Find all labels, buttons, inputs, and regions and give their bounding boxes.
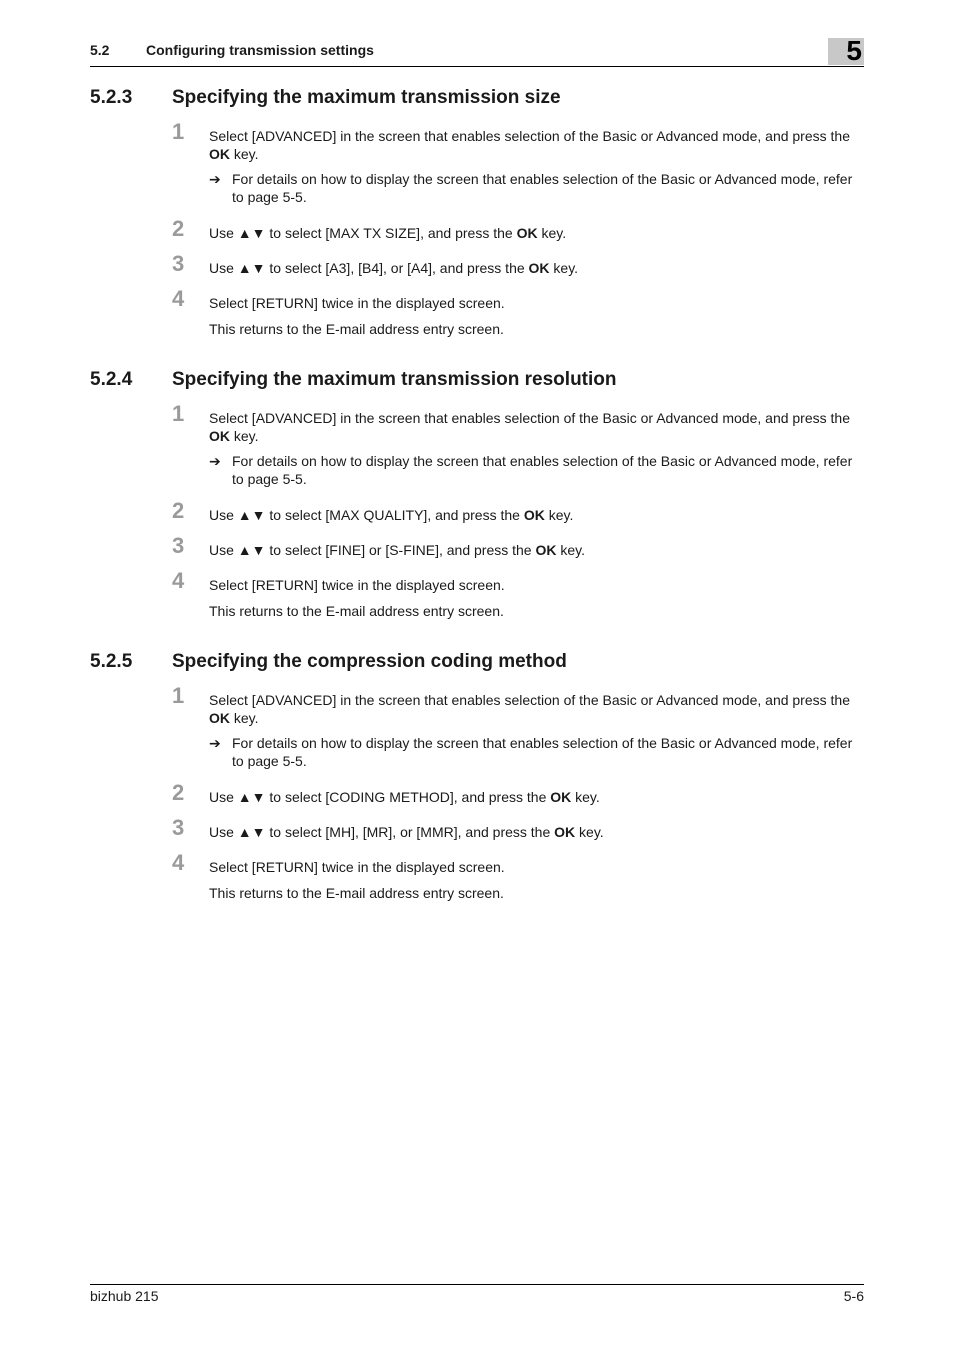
chapter-number: 5 (846, 35, 862, 66)
running-footer (90, 1284, 864, 1315)
step-text: Select [RETURN] twice in the displayed screen. (209, 577, 505, 593)
chapter-tab (828, 35, 864, 66)
step-text: Use ▲▼ to select [MAX QUALITY], and press the OK key. (209, 507, 574, 523)
step-number: 3 (172, 251, 185, 276)
step-number: 1 (172, 401, 185, 426)
arrow-icon: ➔ (209, 735, 221, 751)
step-result: This returns to the E-mail address entry screen. (209, 321, 504, 337)
step-result: This returns to the E-mail address entry screen. (209, 885, 504, 901)
step-text: Select [ADVANCED] in the screen that enables selection of the Basic or Advanced mode, and press the OK key. (209, 692, 850, 726)
footer-product: bizhub 215 (90, 1288, 159, 1304)
section-number: 5.2.3 (90, 87, 133, 108)
step-number: 4 (172, 568, 185, 593)
section-5-2-5 (90, 651, 864, 901)
step-number: 1 (172, 683, 185, 708)
step-text: Select [ADVANCED] in the screen that enables selection of the Basic or Advanced mode, and press the OK key. (209, 128, 850, 162)
step-text: Use ▲▼ to select [MH], [MR], or [MMR], and press the OK key. (209, 824, 604, 840)
step-text: Select [ADVANCED] in the screen that enables selection of the Basic or Advanced mode, and press the OK key. (209, 410, 850, 444)
footer-page-number: 5-6 (843, 1288, 864, 1304)
step-number: 3 (172, 533, 185, 558)
section-number: 5.2.5 (90, 651, 133, 672)
arrow-icon: ➔ (209, 171, 221, 187)
section-heading (90, 651, 864, 675)
section-heading (90, 87, 864, 111)
step-result: This returns to the E-mail address entry screen. (209, 603, 504, 619)
step-number: 2 (172, 498, 185, 523)
step-text: Select [RETURN] twice in the displayed screen. (209, 295, 505, 311)
section-title: Specifying the maximum transmission size (172, 87, 561, 108)
step-number: 4 (172, 850, 185, 875)
step-text: Use ▲▼ to select [FINE] or [S-FINE], and press the OK key. (209, 542, 586, 558)
step-text: Select [RETURN] twice in the displayed screen. (209, 859, 505, 875)
section-5-2-3 (90, 87, 864, 337)
step-text: Use ▲▼ to select [A3], [B4], or [A4], and press the OK key. (209, 260, 579, 276)
step-number: 1 (172, 119, 185, 144)
section-5-2-4 (90, 369, 864, 619)
arrow-icon: ➔ (209, 453, 221, 469)
section-heading (90, 369, 864, 393)
section-number: 5.2.4 (90, 369, 133, 390)
note-text: For details on how to display the screen that enables selection of the Basic or Advanced mode, refer to page 5-5. (232, 171, 853, 205)
note-text: For details on how to display the screen that enables selection of the Basic or Advanced mode, refer to page 5-5. (232, 453, 853, 487)
step-number: 2 (172, 780, 185, 805)
step-text: Use ▲▼ to select [MAX TX SIZE], and press the OK key. (209, 225, 567, 241)
header-section-number: 5.2 (90, 42, 110, 58)
note-text: For details on how to display the screen that enables selection of the Basic or Advanced mode, refer to page 5-5. (232, 735, 853, 769)
step-number: 4 (172, 286, 185, 311)
step-text: Use ▲▼ to select [CODING METHOD], and press the OK key. (209, 789, 600, 805)
step-number: 3 (172, 815, 185, 840)
step-number: 2 (172, 216, 185, 241)
header-section-title: Configuring transmission settings (146, 42, 374, 58)
section-title: Specifying the compression coding method (172, 651, 567, 672)
running-header (90, 38, 864, 67)
section-title: Specifying the maximum transmission resolution (172, 369, 617, 390)
